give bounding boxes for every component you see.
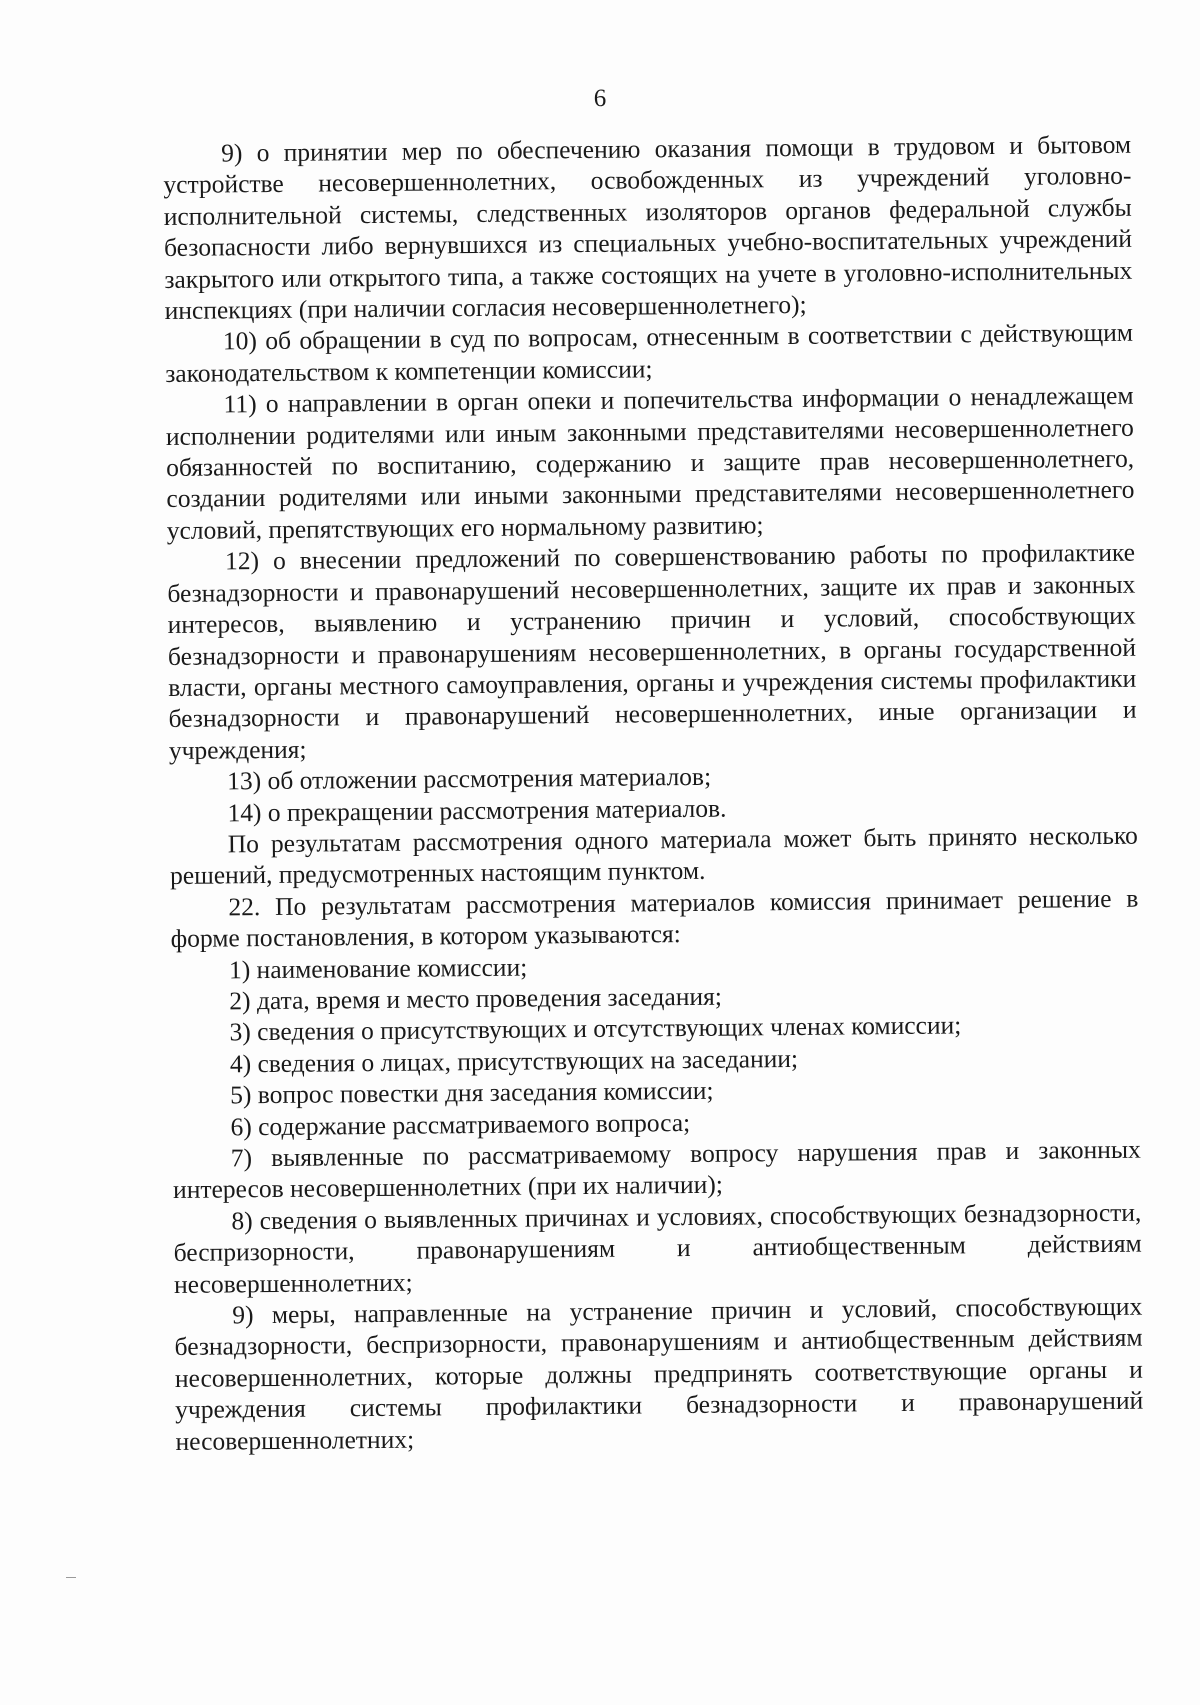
list-item-8-causes-conditions: 8) сведения о выявленных причинах и условиях, способствующих безнадзорности, беспризорности, правонарушениям и антиобщественным действиям несовершеннолетних; <box>173 1197 1142 1299</box>
list-item-7-violations: 7) выявленные по рассматриваемому вопросу нарушения прав и законных интересов несовершеннолетних (при их наличии); <box>172 1134 1141 1205</box>
paragraph-item-13-postponement: 13) об отложении рассмотрения материалов; <box>227 761 712 796</box>
paragraph-item-11-guardianship-info: 11) о направлении в орган опеки и попечительства информации о ненадлежащем исполнении родителями или иным законными представителями несовершеннолетнего обязанностей по воспитанию, содержанию и защите прав несовершеннолетнего, создании родителями или иными законными представителями несовершеннолетнего условий, препятствующих его нормальному развитию; <box>165 380 1135 545</box>
paragraph-section-22: 22. По результатам рассмотрения материалов комиссия принимает решение в форме постановления, в котором указываются: <box>170 883 1139 954</box>
paragraph-multiple-decisions: По результатам рассмотрения одного материала может быть принято несколько решений, предусмотренных настоящим пунктом. <box>169 820 1138 891</box>
list-item-2-date-time-place: 2) дата, время и место проведения заседания; <box>229 981 722 1016</box>
list-item-4-persons-present: 4) сведения о лицах, присутствующих на заседании; <box>229 1043 799 1079</box>
page-number: 6 <box>593 85 607 112</box>
list-item-3-members-attendance: 3) сведения о присутствующих и отсутствующих членах комиссии; <box>229 1010 962 1047</box>
paragraph-item-14-termination: 14) о прекращении рассмотрения материалов. <box>227 793 727 827</box>
paragraph-item-10-court-appeal: 10) об обращении в суд по вопросам, отнесенным в соответствии с действующим законодательством к компетенции комиссии; <box>165 318 1134 388</box>
list-item-1-commission-name: 1) наименование комиссии; <box>228 952 528 984</box>
list-item-5-agenda-question: 5) вопрос повестки дня заседания комиссии; <box>230 1075 714 1110</box>
scan-edge-mark <box>66 1577 76 1578</box>
document-body <box>163 129 1144 1457</box>
list-item-9-measures: 9) меры, направленные на устранение причин и условий, способствующих безнадзорности, беспризорности, правонарушениям и антиобщественным действиям несовершеннолетних, которые должны предпринять соответствующие органы и учреждения системы профилактики безнадзорности и правонарушений несовершеннолетних; <box>174 1291 1144 1456</box>
paragraph-item-9-measures-assistance: 9) о принятии мер по обеспечению оказания помощи в трудовом и бытовом устройстве несовершеннолетних, освобожденных из учреждений уголовно-исполнительной системы, следственных изоляторов органов федеральной службы безопасности либо вернувшихся из специальных учебно-воспитательных учреждений закрытого или открытого типа, а также состоящих на учете в уголовно-исполнительных инспекциях (при наличии согласия несовершеннолетнего); <box>163 129 1133 326</box>
paragraph-item-12-proposals: 12) о внесении предложений по совершенствованию работы по профилактике безнадзорности и правонарушений несовершеннолетних, защите их прав и законных интересов, выявлению и устранению причин и условий, способствующих безнадзорности и правонарушениям несовершеннолетних, в органы государственной власти, органы местного самоуправления, органы и учреждения системы профилактики безнадзорности и правонарушений несовершеннолетних, иные организации и учреждения; <box>167 537 1137 765</box>
list-item-6-question-content: 6) содержание рассматриваемого вопроса; <box>230 1107 691 1141</box>
